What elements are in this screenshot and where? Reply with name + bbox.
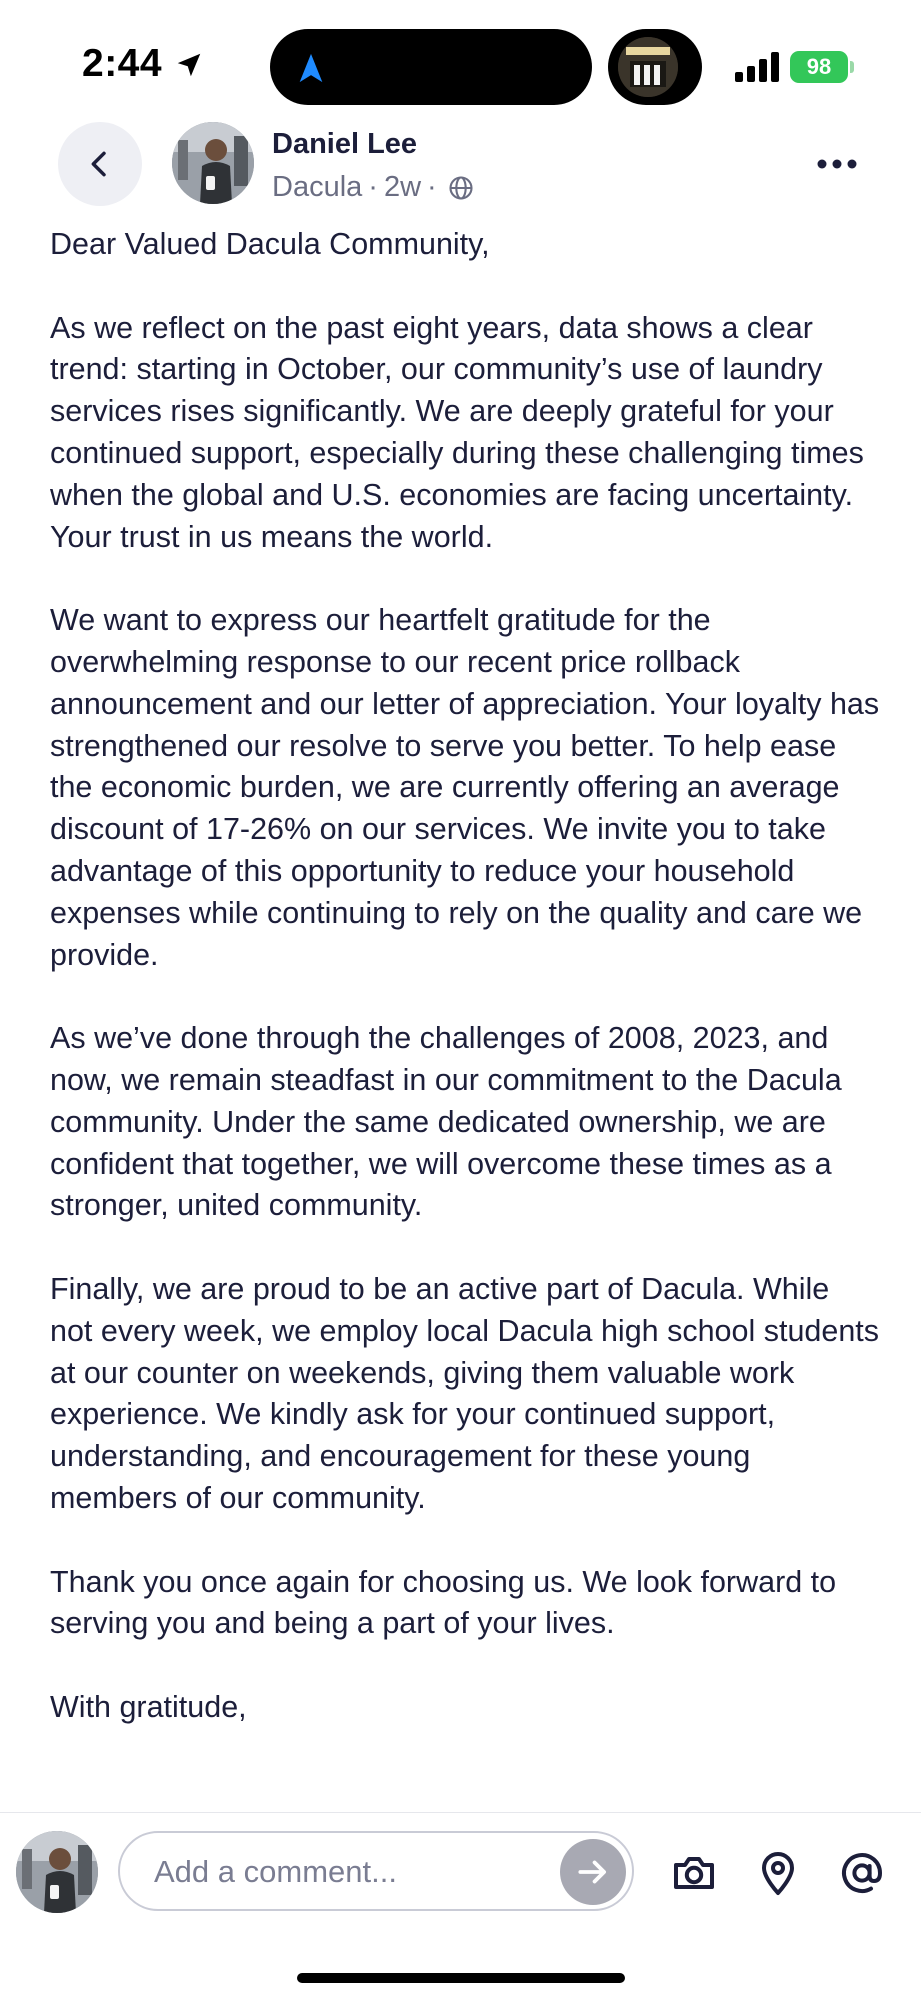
comment-bar	[0, 1812, 921, 2001]
more-options-icon[interactable]	[812, 142, 862, 186]
navigation-icon	[294, 51, 328, 85]
post-paragraph: With gratitude,	[50, 1689, 247, 1724]
mention-icon[interactable]	[838, 1849, 886, 1897]
post-paragraph: As we reflect on the past eight years, data shows a clear trend: starting in October, our community’s use of laundry services rises significantly. We are deeply grateful for your continued support, especially during these challenging times when the global and U.S. economies are facing uncertainty. Your trust in us means the world.	[50, 310, 864, 554]
post-paragraph: Thank you once again for choosing us. We look forward to serving you and being a part of your lives.	[50, 1564, 837, 1641]
globe-icon	[447, 174, 475, 202]
post-paragraph: As we’ve done through the challenges of 2008, 2023, and now, we remain steadfast in our commitment to the Dacula community. Under the same dedicated ownership, we are confident that together, we will overcome these times as a stronger, united community.	[50, 1021, 842, 1223]
post-body	[50, 224, 880, 1812]
author-avatar[interactable]	[172, 122, 254, 204]
post-meta	[272, 171, 475, 204]
author-name[interactable]: Daniel Lee	[272, 128, 418, 160]
dynamic-island	[270, 29, 592, 105]
battery-icon	[790, 51, 848, 83]
comment-input[interactable]	[152, 1847, 556, 1897]
send-button[interactable]	[560, 1839, 626, 1905]
battery-level: 98	[806, 54, 832, 79]
post-age: 2w	[383, 171, 422, 203]
post-paragraph: Dear Valued Dacula Community,	[50, 227, 490, 261]
camera-icon[interactable]	[670, 1849, 718, 1897]
chevron-left-icon	[84, 148, 116, 180]
battery-tip	[850, 61, 854, 73]
arrow-right-icon	[574, 1853, 612, 1891]
location-pin-icon[interactable]	[754, 1849, 802, 1897]
signal-icon	[735, 52, 781, 82]
post-paragraph: We want to express our heartfelt gratitude for the overwhelming response to our recent price rollback announcement and our letter of appreciation. Your loyalty has strengthened our resolve to serve you better. To help ease the economic burden, we are currently offering an average discount of 17-26% on our services. We invite you to take advantage of this opportunity to reduce your household expenses while continuing to rely on the quality and care we provide.	[50, 603, 880, 972]
post-paragraph: Finally, we are proud to be an active part of Dacula. While not every week, we employ local Dacula high school students at our counter on weekends, giving them valuable work experience. We kindly ask for your continued support, understanding, and encouragement for these young members of our community.	[50, 1271, 880, 1515]
live-activity-thumbnail	[618, 37, 678, 97]
post-location: Dacula	[272, 171, 363, 203]
live-activity	[608, 29, 702, 105]
status-time: 2:44	[82, 42, 163, 85]
user-avatar[interactable]	[16, 1831, 98, 1913]
status-bar	[0, 0, 921, 120]
meta-separator: ·	[427, 171, 437, 203]
home-indicator	[297, 1973, 625, 1983]
meta-separator: ·	[368, 171, 378, 203]
comment-field[interactable]	[118, 1831, 634, 1911]
back-button[interactable]	[58, 122, 142, 206]
location-arrow-icon	[174, 50, 204, 80]
